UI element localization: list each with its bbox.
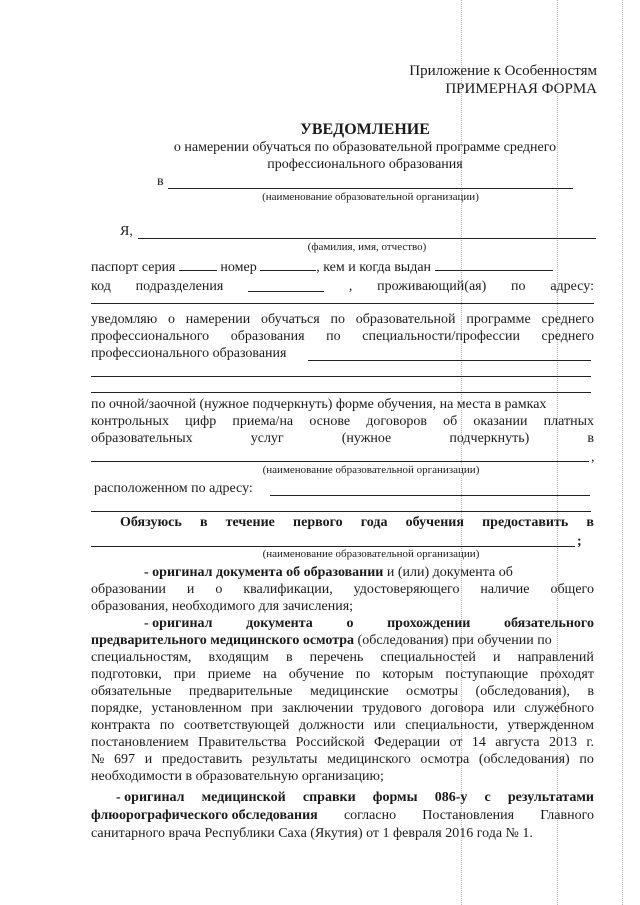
w: в (199, 515, 208, 530)
w: документа (246, 616, 313, 631)
passport-number-label: номер (220, 260, 257, 275)
w: по (159, 718, 175, 733)
w: входящим (208, 650, 269, 665)
w: результаты (251, 752, 318, 767)
w: удостоверяющего (353, 582, 460, 597)
w: предварительные (188, 684, 293, 699)
w: по (579, 752, 594, 767)
medical-item-line-7 (91, 718, 594, 734)
xray-item-line-3: санитарного врача Республики Саха (Якутия) от 1 февраля 2016 года № 1. (91, 826, 533, 841)
org-name-caption: (наименование образовательной организации) (262, 191, 479, 203)
w: (нужное (341, 431, 392, 446)
w: уведомляю (91, 312, 158, 327)
w: и (186, 582, 195, 597)
w: (обследования), (475, 684, 570, 699)
w: соответствующей (183, 718, 290, 733)
w: 086-у (434, 790, 468, 805)
w: среднего (541, 312, 594, 327)
w: специальностей (380, 650, 476, 665)
medical-bold: предварительного медицинского осмотра (91, 633, 355, 648)
w: трудового (362, 701, 422, 716)
title-subline-1: о намерении обучаться по образовательной программе среднего (173, 140, 557, 155)
specialty-line-3[interactable] (91, 392, 591, 393)
xray-item-line-2 (91, 808, 594, 824)
notice-line-3 (91, 346, 286, 362)
specialty-line-2[interactable] (91, 376, 591, 377)
w: контракта (91, 718, 151, 733)
w: среднего (541, 329, 594, 344)
w: Российской (295, 735, 365, 750)
at-word: по (511, 279, 526, 294)
w: установленном (151, 701, 242, 716)
w: приема/на (232, 414, 294, 429)
w: специальностям, (91, 650, 192, 665)
in-label: в (157, 174, 164, 189)
study-form-line-1: по очной/заочной (нужное подчеркнуть) форме обучения, на места в рамках (91, 397, 547, 412)
address-line[interactable] (91, 303, 594, 304)
w: специальности/профессии (362, 329, 520, 344)
w: об (443, 414, 458, 429)
w: формы (372, 790, 418, 805)
w: о (167, 312, 175, 327)
w: профессионального образования (91, 346, 287, 361)
w: образовательных (91, 431, 193, 446)
w: Обязуюсь (120, 515, 182, 530)
w: в (587, 684, 594, 699)
passport-series-field[interactable] (179, 258, 217, 271)
medical-item-line-5 (91, 684, 594, 700)
w: программе (466, 312, 531, 327)
medical-item-line-4 (91, 667, 594, 683)
w: течение (225, 515, 275, 530)
located-label: расположенном по адресу: (94, 481, 253, 496)
w: подготовки, (91, 667, 162, 682)
w: общего (550, 582, 594, 597)
w: августа (495, 735, 540, 750)
medical-item-line-6 (91, 701, 594, 717)
xray-item-line-1 (116, 790, 594, 806)
i-label: Я, (120, 224, 133, 239)
w: при (250, 701, 273, 716)
w: направлений (517, 650, 594, 665)
w: г. (586, 735, 594, 750)
w: цифр (185, 414, 217, 429)
w: медицинского (327, 752, 411, 767)
org-name-line-3[interactable] (91, 546, 575, 547)
w: основе (309, 414, 351, 429)
w: 697 (114, 752, 136, 767)
w: по (330, 312, 345, 327)
w: образовании (91, 582, 166, 597)
w: в (586, 515, 594, 530)
xray-bold: флюорографического обследования (91, 808, 318, 823)
w: в (587, 431, 594, 446)
w: квалификации, (243, 582, 333, 597)
w: приеме (207, 667, 252, 682)
w: обучение (288, 667, 344, 682)
medical-item-line-3 (91, 650, 594, 666)
w: на (263, 667, 277, 682)
w: образования (230, 329, 305, 344)
w: образовательной (355, 312, 456, 327)
medical-item-line-9 (91, 752, 594, 768)
title-subline-2: профессионального образования (267, 157, 463, 172)
w: порядке, (91, 701, 143, 716)
w: по (355, 667, 371, 682)
w: платных (543, 414, 594, 429)
w: договора (430, 701, 484, 716)
w: справки (302, 790, 356, 805)
edu-item-line-3: образования, необходимого для зачисления; (91, 599, 354, 614)
w: прохождении (387, 616, 471, 631)
edu-item-bold: - оригинал документа об образовании (144, 565, 384, 580)
w: при (173, 667, 196, 682)
w: года (360, 515, 388, 530)
study-form-line-3 (91, 431, 594, 447)
w: которым (382, 667, 434, 682)
w: оказании (473, 414, 528, 429)
w: утвержденном (507, 718, 594, 733)
w: предоставить (482, 515, 569, 530)
w: от (449, 735, 463, 750)
obligation-heading (120, 515, 594, 531)
w: или (493, 701, 516, 716)
medical-item-line-10: необходимости в образовательную организацию; (91, 769, 384, 784)
specialty-line-1[interactable] (308, 360, 591, 361)
w: заключении (282, 701, 354, 716)
w: поступающие (445, 667, 529, 682)
org-name-line-2[interactable] (91, 461, 589, 462)
w: по (326, 329, 341, 344)
edu-item-line-1 (144, 565, 513, 581)
w: и (144, 752, 153, 767)
w: - оригинал (144, 616, 213, 631)
w: о (346, 616, 354, 631)
w: - оригинал (116, 790, 185, 805)
w: Федерации (374, 735, 441, 750)
w: служебного (524, 701, 594, 716)
issued-by-label: , кем и когда выдан (316, 260, 432, 275)
w: Главного (540, 808, 594, 823)
w: предоставить (161, 752, 243, 767)
w: обучаться (261, 312, 320, 327)
location-line-2[interactable] (91, 511, 591, 512)
code-word: код (91, 279, 111, 294)
residing-word: проживающий(ая) (377, 279, 487, 294)
org-name-caption-3: (наименование образовательной организации) (262, 548, 480, 560)
w: первого (293, 515, 343, 530)
code-row (91, 279, 594, 295)
w: 14 (471, 735, 486, 750)
edu-item-rest: и (или) документа об (386, 565, 513, 580)
w: (обследования) (478, 752, 570, 767)
w: с (484, 790, 491, 805)
medical-item-line-2 (91, 633, 552, 649)
w: осмотра (420, 752, 470, 767)
w: перечень (309, 650, 364, 665)
w: обязательного (504, 616, 594, 631)
division-code-field[interactable] (248, 279, 324, 292)
notice-line-2 (91, 329, 594, 345)
study-form-line-2 (91, 414, 594, 430)
medical-item-line-1 (144, 616, 594, 632)
w: контрольных (91, 414, 169, 429)
w: 2013 (548, 735, 577, 750)
division-word: подразделения (135, 279, 224, 294)
w: подчеркнуть) (449, 431, 530, 446)
passport-row (91, 258, 553, 276)
w: или (373, 718, 396, 733)
issued-by-field[interactable] (435, 258, 553, 271)
w: должности (298, 718, 365, 733)
form-type: ПРИМЕРНАЯ ФОРМА (445, 81, 597, 97)
address-word: адресу: (550, 279, 594, 294)
passport-series-label: паспорт серия (91, 260, 176, 275)
w: Правительства (198, 735, 287, 750)
w: договоров (366, 414, 427, 429)
comma-word: , (348, 279, 353, 294)
location-line-1[interactable] (270, 495, 590, 496)
w: обучения (405, 515, 464, 530)
w: № (91, 752, 105, 767)
edu-item-line-2 (91, 582, 594, 598)
full-name-caption: (фамилия, имя, отчество) (307, 241, 427, 253)
semicolon-mark: ; (577, 534, 582, 549)
w: осмотры (406, 684, 459, 699)
w: медицинской (201, 790, 286, 805)
passport-number-field[interactable] (260, 258, 316, 271)
w: услуг (250, 431, 284, 446)
w: профессионального (91, 329, 210, 344)
document-title: УВЕДОМЛЕНИЕ (300, 121, 430, 138)
w: обязательные (91, 684, 172, 699)
w: согласно (343, 808, 397, 823)
w: наличие (480, 582, 530, 597)
medical-rest: (обследования) при обучении по (354, 633, 552, 648)
w: специальности, (405, 718, 498, 733)
full-name-line[interactable] (138, 238, 596, 239)
w: постановлением (91, 735, 189, 750)
w: о (215, 582, 223, 597)
w: медицинские (309, 684, 389, 699)
org-name-caption-2: (наименование образовательной организации) (262, 464, 480, 476)
org-name-line[interactable] (168, 188, 573, 189)
w: проходят (540, 667, 594, 682)
comma-mark: , (591, 450, 595, 465)
w: и (493, 650, 501, 665)
w: намерении (185, 312, 251, 327)
w: результатами (507, 790, 594, 805)
appendix-note: Приложение к Особенностям (409, 63, 597, 79)
notice-line-1 (91, 312, 594, 328)
w: в (285, 650, 293, 665)
medical-item-line-8 (91, 735, 594, 751)
w: Постановления (422, 808, 515, 823)
